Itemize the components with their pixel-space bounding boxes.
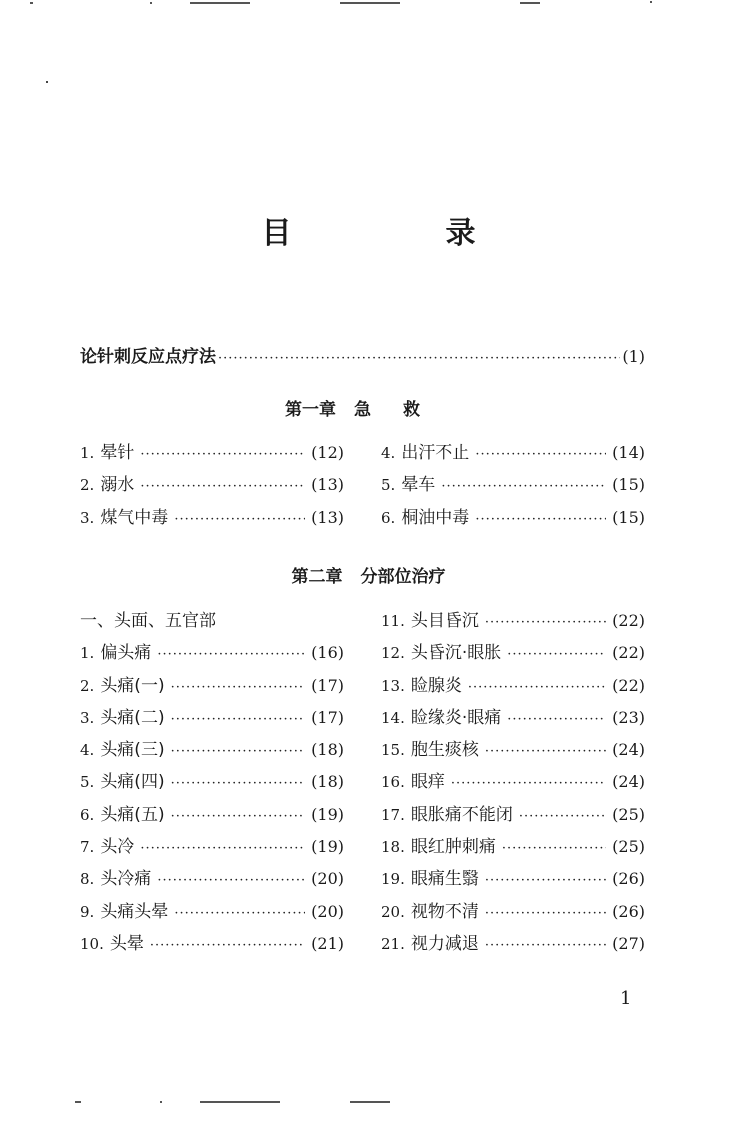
toc-entry[interactable] <box>80 767 344 799</box>
leader-dots <box>218 351 620 366</box>
leader-dots <box>150 938 305 953</box>
entry-page: (27) <box>612 933 645 953</box>
toc-entry[interactable] <box>80 638 344 670</box>
toc-entry[interactable] <box>80 671 344 703</box>
leader-dots <box>171 809 306 824</box>
entry-index: 7. <box>80 838 95 857</box>
entry-index: 18. <box>381 838 405 857</box>
toc-entry[interactable] <box>80 470 344 502</box>
leader-dots <box>174 512 305 527</box>
leader-dots <box>507 712 606 727</box>
entry-label: 头晕 <box>109 933 144 954</box>
entry-index: 3. <box>80 508 95 527</box>
entry-label: 出汗不止 <box>401 443 470 463</box>
chapter2-left-column <box>80 606 344 961</box>
entry-label: 眼胀痛不能闭 <box>410 804 513 825</box>
entry-label: 视力减退 <box>410 933 479 954</box>
entry-label: 桐油中毒 <box>401 507 470 528</box>
toc-entry[interactable] <box>381 470 645 502</box>
entry-index: 15. <box>381 741 405 760</box>
entry-label: 论针刺反应点疗法 <box>80 347 216 367</box>
entry-index: 19. <box>381 870 405 889</box>
toc-entry[interactable] <box>381 864 645 896</box>
toc-entry[interactable] <box>80 897 344 929</box>
toc-entry[interactable] <box>381 606 645 638</box>
toc-entry[interactable] <box>381 800 645 832</box>
entry-label: 头痛(五) <box>100 804 165 825</box>
entry-label: 头痛(一) <box>100 675 165 696</box>
chapter2-entries <box>80 606 645 961</box>
toc-entry[interactable] <box>80 503 344 535</box>
entry-index: 2. <box>80 676 95 695</box>
toc-entry[interactable] <box>381 503 645 535</box>
entry-page: (26) <box>612 869 645 889</box>
entry-label: 视物不清 <box>410 901 479 922</box>
entry-page: (24) <box>612 740 645 760</box>
chapter2-right-column <box>381 606 645 961</box>
entry-label: 眼痒 <box>410 772 445 793</box>
entry-label: 头痛(四) <box>100 772 165 793</box>
entry-label: 头痛(二) <box>100 707 165 728</box>
entry-label: 晕车 <box>401 475 436 496</box>
entry-label: 眼痛生翳 <box>410 869 479 890</box>
chapter1-left-column <box>80 438 344 535</box>
toc-entry-intro[interactable] <box>80 342 645 367</box>
entry-label: 溺水 <box>100 475 135 496</box>
entry-index: 2. <box>80 476 95 495</box>
toc-entry[interactable] <box>381 671 645 703</box>
entry-index: 4. <box>381 444 396 462</box>
entry-page: (25) <box>612 837 645 857</box>
toc-entry[interactable] <box>80 703 344 735</box>
leader-dots <box>441 479 606 494</box>
entry-index: 11. <box>381 612 405 630</box>
leader-dots <box>475 512 606 527</box>
entry-index: 21. <box>381 934 405 953</box>
entry-page: (26) <box>612 901 645 921</box>
entry-index: 13. <box>381 676 405 695</box>
entry-page: (17) <box>311 675 344 695</box>
leader-dots <box>519 809 606 824</box>
leader-dots <box>157 647 305 662</box>
entry-label: 头冷 <box>100 837 135 858</box>
toc-entry[interactable] <box>381 703 645 735</box>
entry-page: (25) <box>612 804 645 824</box>
scan-speck <box>46 81 48 83</box>
entry-label: 睑缘炎·眼痛 <box>410 707 502 728</box>
entry-page: (18) <box>311 740 344 760</box>
chapter-heading-2 <box>0 562 737 587</box>
toc-entry[interactable] <box>80 800 344 832</box>
entry-page: (1) <box>622 347 645 366</box>
entry-index: 4. <box>80 741 95 760</box>
entry-page: (12) <box>311 443 344 462</box>
chapter-number: 第二章 <box>291 567 343 587</box>
entry-label: 眼红肿刺痛 <box>410 837 496 858</box>
entry-page: (17) <box>311 707 344 727</box>
entry-page: (19) <box>311 804 344 824</box>
entry-index: 20. <box>381 902 405 921</box>
leader-dots <box>507 647 606 662</box>
entry-index: 6. <box>80 805 95 824</box>
entry-page: (21) <box>311 933 344 953</box>
leader-dots <box>485 906 606 921</box>
entry-label: 煤气中毒 <box>100 507 169 528</box>
entry-label: 胞生痰核 <box>410 740 479 761</box>
toc-entry[interactable] <box>381 438 645 470</box>
entry-page: (14) <box>612 443 645 462</box>
leader-dots <box>157 873 305 888</box>
entry-page: (16) <box>311 643 344 663</box>
entry-label: 头昏沉·眼胀 <box>410 643 502 664</box>
toc-entry[interactable] <box>381 929 645 961</box>
leader-dots <box>451 776 606 791</box>
leader-dots <box>485 938 606 953</box>
entry-label: 头痛(三) <box>100 740 165 761</box>
leader-dots <box>140 447 305 462</box>
entry-page: (18) <box>311 772 344 792</box>
leader-dots <box>174 906 305 921</box>
entry-label: 头冷痛 <box>100 869 152 890</box>
entry-index: 1. <box>80 644 95 663</box>
page-number: 1 <box>620 988 632 1009</box>
entry-index: 6. <box>381 508 396 527</box>
entry-page: (23) <box>612 707 645 727</box>
entry-page: (22) <box>612 611 645 630</box>
entry-page: (22) <box>612 675 645 695</box>
chapter-name: 分部位治疗 <box>360 567 446 587</box>
toc-entry[interactable] <box>381 897 645 929</box>
leader-dots <box>171 712 306 727</box>
leader-dots <box>171 744 306 759</box>
chapter1-entries <box>80 438 645 535</box>
chapter-name: 急救 <box>354 400 452 420</box>
entry-index: 5. <box>381 476 396 495</box>
entry-index: 9. <box>80 902 95 921</box>
entry-page: (24) <box>612 772 645 792</box>
entry-label: 头痛头晕 <box>100 901 169 922</box>
toc-entry[interactable] <box>80 735 344 767</box>
leader-dots <box>485 615 606 630</box>
toc-entry[interactable] <box>80 832 344 864</box>
toc-entry[interactable] <box>381 767 645 799</box>
entry-label: 睑腺炎 <box>410 675 462 696</box>
entry-index: 8. <box>80 870 95 889</box>
entry-page: (20) <box>311 901 344 921</box>
entry-page: (19) <box>311 837 344 857</box>
leader-dots <box>171 680 306 695</box>
entry-label: 头目昏沉 <box>410 611 479 631</box>
leader-dots <box>475 447 606 462</box>
section-heading: 一、头面、五官部 <box>80 611 216 631</box>
entry-page: (15) <box>612 475 645 495</box>
entry-page: (22) <box>612 643 645 663</box>
entry-index: 3. <box>80 708 95 727</box>
toc-entry[interactable] <box>80 929 344 961</box>
leader-dots <box>140 841 305 856</box>
chapter1-right-column <box>381 438 645 535</box>
toc-entry[interactable] <box>80 438 344 470</box>
leader-dots <box>485 873 606 888</box>
entry-index: 12. <box>381 644 405 663</box>
entry-index: 1. <box>80 444 95 462</box>
entry-page: (13) <box>311 507 344 527</box>
scan-artifact-bottom <box>0 1099 737 1105</box>
leader-dots <box>468 680 606 695</box>
leader-dots <box>171 776 306 791</box>
entry-index: 16. <box>381 773 405 792</box>
entry-label: 偏头痛 <box>100 643 152 664</box>
chapter-heading-1 <box>0 395 737 420</box>
entry-index: 5. <box>80 773 95 792</box>
entry-index: 17. <box>381 805 405 824</box>
leader-dots <box>140 479 305 494</box>
entry-index: 10. <box>80 934 104 953</box>
toc-entry[interactable] <box>381 638 645 670</box>
entry-page: (15) <box>612 507 645 527</box>
chapter-number: 第一章 <box>285 400 336 420</box>
toc-entry[interactable] <box>80 864 344 896</box>
toc-entry[interactable] <box>381 832 645 864</box>
page-title: 目 录 <box>261 216 538 251</box>
toc-entry[interactable] <box>381 735 645 767</box>
entry-page: (13) <box>311 475 344 495</box>
leader-dots <box>502 841 606 856</box>
leader-dots <box>485 744 606 759</box>
entry-label: 晕针 <box>100 443 135 463</box>
entry-page: (20) <box>311 869 344 889</box>
entry-index: 14. <box>381 708 405 727</box>
scan-artifact-top <box>0 0 737 6</box>
